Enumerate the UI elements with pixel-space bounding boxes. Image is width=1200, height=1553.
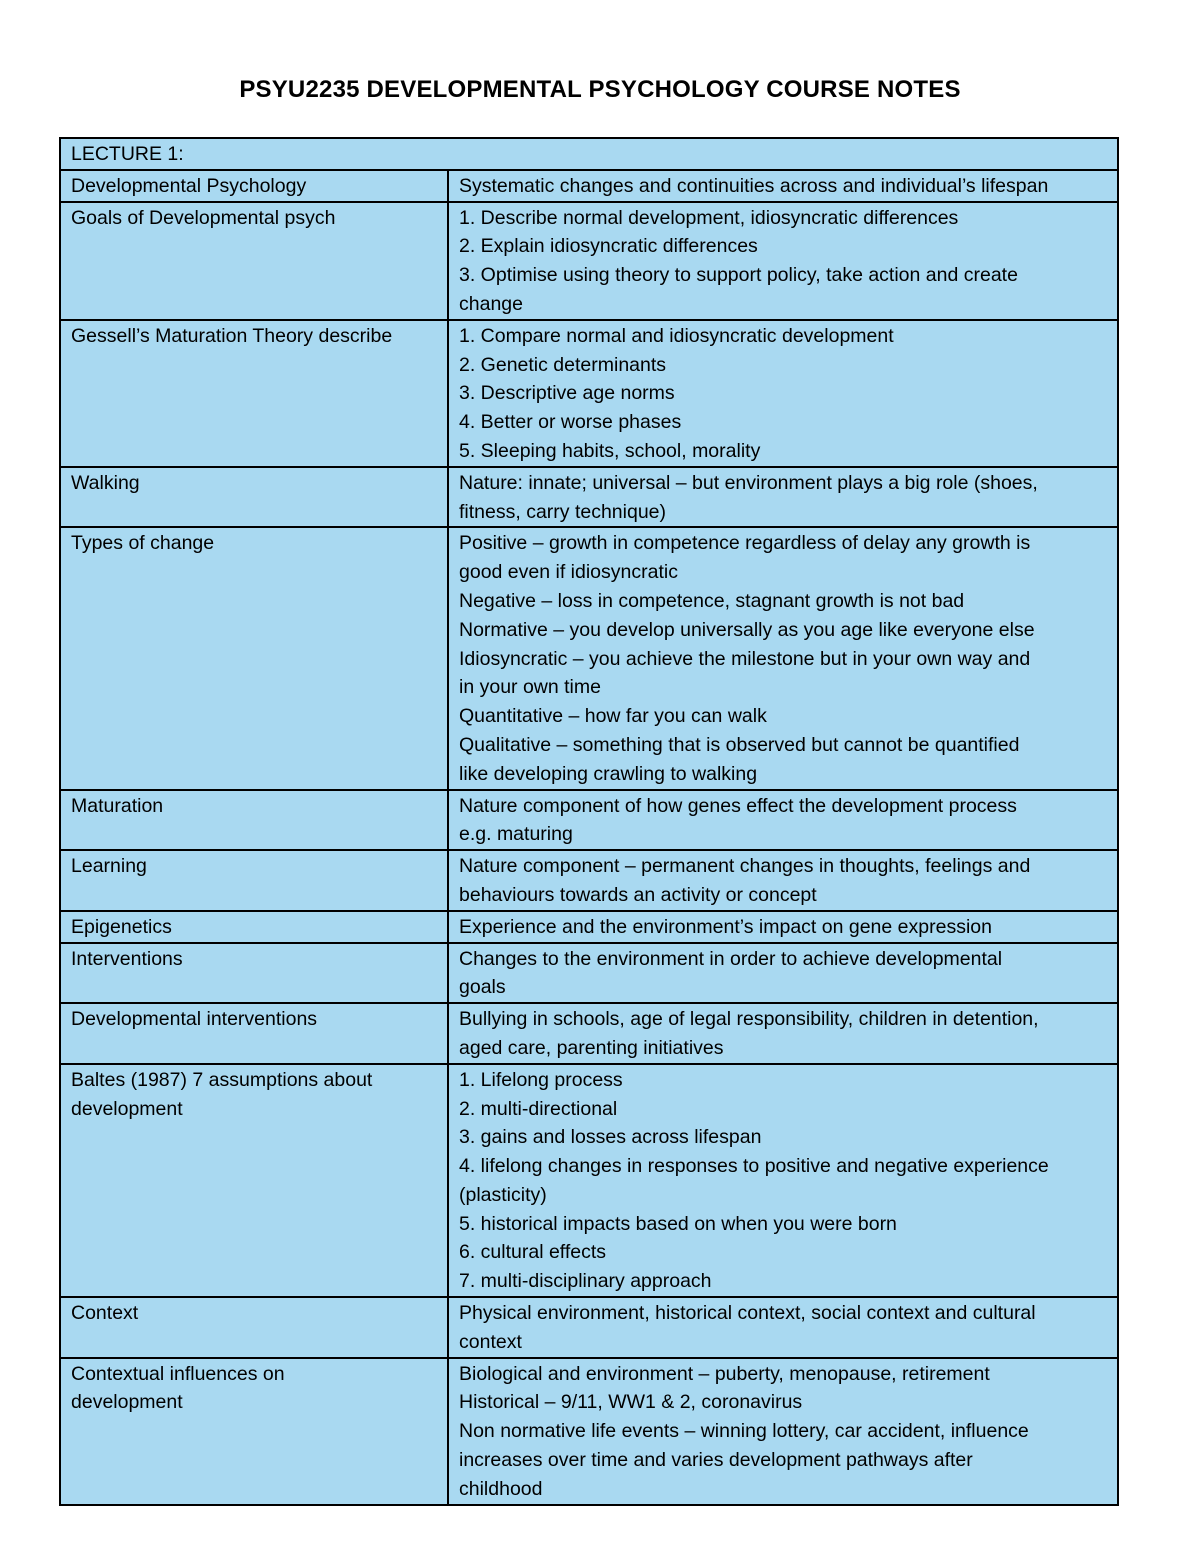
definition-line: Negative – loss in competence, stagnant growth is not bad	[459, 589, 965, 612]
definition-cell	[448, 527, 1118, 789]
term-cell	[60, 320, 448, 467]
table-row	[60, 320, 1118, 467]
definition-line: 4. lifelong changes in responses to positive and negative experience	[459, 1155, 1049, 1178]
definition-cell	[448, 320, 1118, 467]
table-row	[60, 170, 1118, 202]
lecture-heading-row	[60, 138, 1118, 170]
term-line: Learning	[71, 855, 147, 878]
notes-table-body	[60, 138, 1118, 1505]
definition-line: Experience and the environment’s impact on gene expression	[459, 915, 992, 938]
term-line: Baltes (1987) 7 assumptions about	[71, 1068, 373, 1091]
term-line: Contextual influences on	[71, 1362, 285, 1385]
definition-line: 2. multi-directional	[459, 1097, 618, 1120]
table-row	[60, 467, 1118, 528]
term-cell	[60, 170, 448, 202]
definition-cell	[448, 467, 1118, 528]
table-row	[60, 1064, 1118, 1297]
term-line: Walking	[71, 471, 140, 494]
definition-cell	[448, 850, 1118, 911]
definition-line: good even if idiosyncratic	[459, 561, 678, 584]
definition-line: 1. Lifelong process	[459, 1068, 623, 1091]
page-title: PSYU2235 DEVELOPMENTAL PSYCHOLOGY COURSE NOTES	[239, 76, 961, 103]
term-cell	[60, 1297, 448, 1358]
term-line: Maturation	[71, 794, 164, 817]
definition-line: 1. Compare normal and idiosyncratic development	[459, 324, 894, 347]
term-cell	[60, 1358, 448, 1505]
definition-line: change	[459, 292, 523, 315]
definition-cell	[448, 1297, 1118, 1358]
definition-line: 4. Better or worse phases	[459, 411, 682, 434]
definition-cell	[448, 202, 1118, 320]
definition-line: 1. Describe normal development, idiosyncratic differences	[459, 206, 959, 229]
term-line: Interventions	[71, 947, 183, 970]
table-row	[60, 527, 1118, 789]
table-row	[60, 943, 1118, 1004]
definition-line: 3. Optimise using theory to support policy, take action and create	[459, 264, 1018, 287]
definition-cell	[448, 1064, 1118, 1297]
table-row	[60, 850, 1118, 911]
definition-line: like developing crawling to walking	[459, 762, 758, 785]
definition-line: context	[459, 1330, 522, 1353]
definition-line: 3. Descriptive age norms	[459, 382, 675, 405]
definition-line: 7. multi-disciplinary approach	[459, 1270, 712, 1293]
term-cell	[60, 850, 448, 911]
term-line: Developmental Psychology	[71, 174, 307, 197]
definition-line: Nature: innate; universal – but environment plays a big role (shoes,	[459, 471, 1038, 494]
term-cell	[60, 527, 448, 789]
term-cell	[60, 943, 448, 1004]
term-cell	[60, 1064, 448, 1297]
definition-line: Bullying in schools, age of legal responsibility, children in detention,	[459, 1008, 1039, 1031]
term-line: Goals of Developmental psych	[71, 206, 336, 229]
table-row	[60, 1297, 1118, 1358]
term-line: Gessell’s Maturation Theory describe	[71, 324, 393, 347]
definition-line: 2. Explain idiosyncratic differences	[459, 235, 758, 258]
definition-line: Changes to the environment in order to achieve developmental	[459, 947, 1003, 970]
term-cell	[60, 467, 448, 528]
table-row	[60, 911, 1118, 943]
term-line: Epigenetics	[71, 915, 172, 938]
table-row	[60, 202, 1118, 320]
definition-line: behaviours towards an activity or concept	[459, 883, 817, 906]
term-line: development	[71, 1097, 183, 1120]
definition-cell	[448, 1003, 1118, 1064]
definition-line: childhood	[459, 1477, 543, 1500]
definition-cell	[448, 170, 1118, 202]
definition-line: Idiosyncratic – you achieve the milestone but in your own way and	[459, 647, 1031, 670]
definition-line: in your own time	[459, 676, 601, 699]
term-cell	[60, 202, 448, 320]
definition-line: 3. gains and losses across lifespan	[459, 1126, 762, 1149]
definition-line: Non normative life events – winning lottery, car accident, influence	[459, 1420, 1029, 1443]
definition-line: 5. Sleeping habits, school, morality	[459, 439, 761, 462]
definition-line: 5. historical impacts based on when you were born	[459, 1212, 897, 1235]
definition-line: goals	[459, 976, 506, 999]
term-cell	[60, 1003, 448, 1064]
definition-line: Biological and environment – puberty, menopause, retirement	[459, 1362, 990, 1385]
definition-line: Nature component – permanent changes in thoughts, feelings and	[459, 855, 1031, 878]
definition-line: Qualitative – something that is observed but cannot be quantified	[459, 733, 1020, 756]
lecture-heading: LECTURE 1:	[71, 143, 184, 165]
definition-line: Nature component of how genes effect the development process	[459, 794, 1017, 817]
term-line: development	[71, 1391, 183, 1414]
definition-line: fitness, carry technique)	[459, 500, 667, 523]
term-line: Types of change	[71, 532, 215, 555]
table-row	[60, 1003, 1118, 1064]
definition-line: (plasticity)	[459, 1183, 547, 1206]
term-cell	[60, 911, 448, 943]
notes-table	[59, 137, 1119, 1506]
definition-line: 2. Genetic determinants	[459, 353, 667, 376]
definition-cell	[448, 1358, 1118, 1505]
definition-line: Normative – you develop universally as you age like everyone else	[459, 618, 1035, 641]
definition-line: Positive – growth in competence regardless of delay any growth is	[459, 532, 1031, 555]
definition-line: 6. cultural effects	[459, 1241, 607, 1264]
definition-line: e.g. maturing	[459, 823, 573, 846]
definition-cell	[448, 943, 1118, 1004]
definition-line: Quantitative – how far you can walk	[459, 705, 767, 728]
definition-line: Physical environment, historical context, social context and cultural	[459, 1302, 1036, 1325]
definition-cell	[448, 790, 1118, 851]
definition-line: Historical – 9/11, WW1 & 2, coronavirus	[459, 1391, 803, 1414]
lecture-heading-cell	[60, 138, 1118, 170]
term-cell	[60, 790, 448, 851]
term-line: Context	[71, 1302, 139, 1325]
definition-line: Systematic changes and continuities across and individual’s lifespan	[459, 174, 1049, 197]
definition-line: aged care, parenting initiatives	[459, 1036, 724, 1059]
table-row	[60, 1358, 1118, 1505]
definition-cell	[448, 911, 1118, 943]
term-line: Developmental interventions	[71, 1008, 318, 1031]
definition-line: increases over time and varies development pathways after	[459, 1449, 973, 1472]
table-row	[60, 790, 1118, 851]
